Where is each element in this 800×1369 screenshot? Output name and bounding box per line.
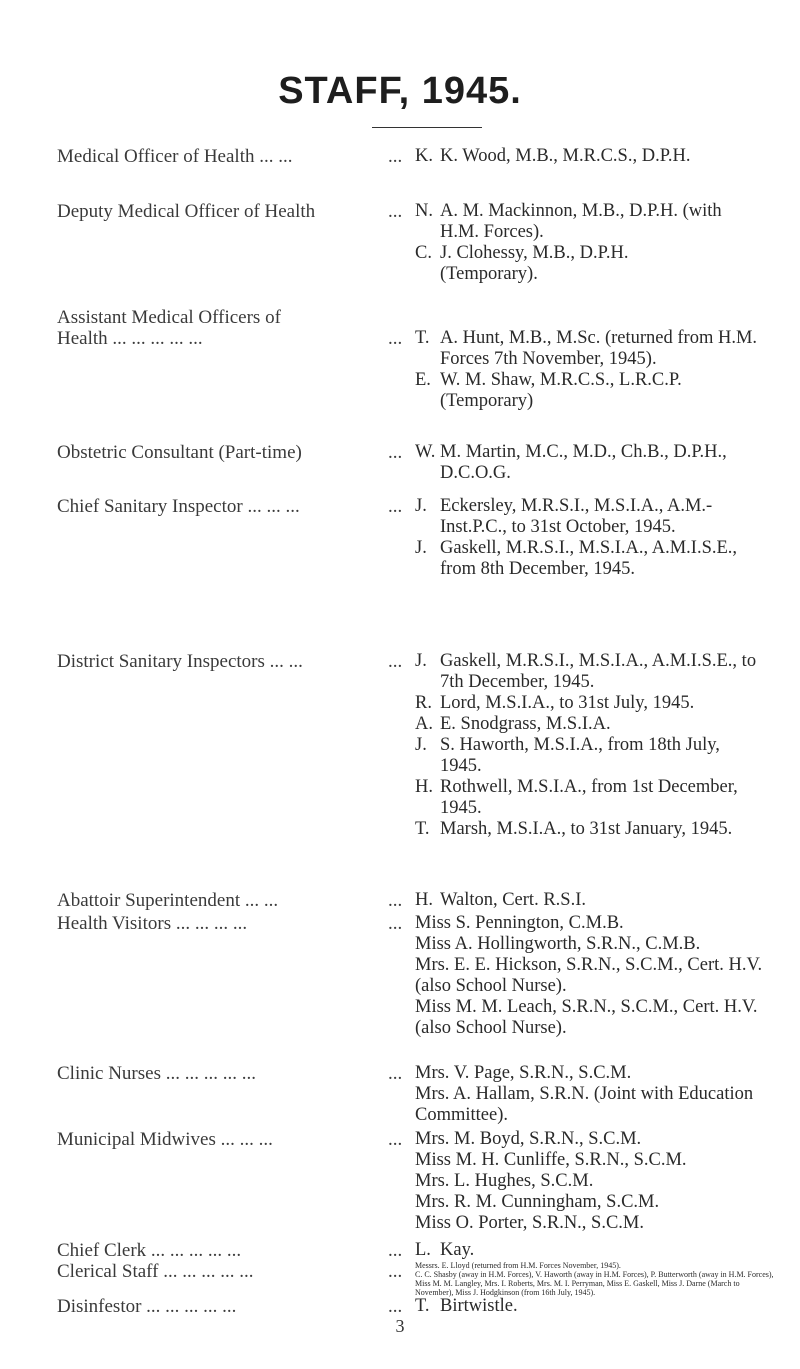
staff-names [415, 442, 765, 484]
staff-name [415, 777, 765, 819]
staff-name [415, 1063, 765, 1084]
staff-role: Deputy Medical Officer of Health [57, 201, 316, 222]
staff-name [415, 934, 765, 955]
staff-name-text: Rothwell, M.S.I.A., from 1st December, 1945. [440, 777, 738, 818]
staff-name-text: J. Clohessy, M.B., D.P.H. (Temporary). [440, 243, 629, 284]
staff-name [415, 1150, 765, 1171]
staff-initial: J. [415, 651, 427, 671]
staff-names [415, 1129, 765, 1234]
staff-name [415, 913, 765, 934]
staff-initial: W. [415, 442, 436, 462]
staff-name [415, 538, 765, 580]
staff-role: Medical Officer of Health ... ... [57, 146, 293, 167]
staff-name [415, 735, 765, 777]
staff-role: Obstetric Consultant (Part-time) [57, 442, 302, 463]
staff-names [415, 651, 765, 840]
staff-role: Assistant Medical Officers of Health ... ... ... ... ... [57, 307, 281, 349]
staff-name-text: Birtwistle. [440, 1296, 518, 1316]
staff-name [415, 997, 765, 1039]
staff-name [415, 1084, 765, 1126]
staff-name-text: A. Hunt, M.B., M.Sc. (returned from H.M. Forces 7th November, 1945). [440, 328, 758, 369]
staff-name [415, 146, 735, 167]
staff-name [415, 890, 765, 911]
staff-initial: T. [415, 1296, 430, 1316]
staff-name-text: Mrs. L. Hughes, S.C.M. [415, 1171, 594, 1191]
staff-name-text: Gaskell, M.R.S.I., M.S.I.A., A.M.I.S.E., from 8th December, 1945. [440, 538, 738, 579]
leader-dots: ... [388, 890, 403, 911]
staff-name-text: Mrs. M. Boyd, S.R.N., S.C.M. [415, 1129, 642, 1149]
staff-name [415, 1213, 765, 1234]
staff-name [415, 819, 765, 840]
staff-names [415, 496, 765, 580]
leader-dots: ... [388, 1063, 403, 1084]
staff-name-text: Mrs. A. Hallam, S.R.N. (Joint with Education Committee). [415, 1084, 754, 1125]
staff-initial: H. [415, 777, 433, 797]
staff-name-text: Mrs. E. E. Hickson, S.R.N., S.C.M., Cert. H.V. (also School Nurse). [415, 955, 763, 996]
title-rule [372, 127, 482, 128]
staff-role: Abattoir Superintendent ... ... [57, 890, 279, 911]
staff-name-text: M. Martin, M.C., M.D., Ch.B., D.P.H., D.C.O.G. [440, 442, 727, 483]
staff-role: Clerical Staff ... ... ... ... ... [57, 1261, 254, 1282]
staff-name-text: Miss M. H. Cunliffe, S.R.N., S.C.M. [415, 1150, 687, 1170]
leader-dots: ... [388, 442, 403, 463]
staff-initial: T. [415, 819, 430, 839]
staff-name-text: A. M. Mackinnon, M.B., D.P.H. (with H.M. Forces). [440, 201, 722, 242]
staff-name [415, 442, 750, 484]
staff-name-text: W. M. Shaw, M.R.C.S., L.R.C.P. (Temporary) [440, 370, 682, 411]
staff-name-text: S. Haworth, M.S.I.A., from 18th July, 1945. [440, 735, 720, 776]
staff-name [415, 1296, 765, 1317]
leader-dots: ... [388, 1129, 403, 1150]
staff-name-text: Gaskell, M.R.S.I., M.S.I.A., A.M.I.S.E., to 7th December, 1945. [440, 651, 757, 692]
staff-initial: C. [415, 243, 432, 263]
staff-name [415, 201, 760, 243]
page-title: STAFF, 1945. [278, 70, 522, 112]
leader-dots: ... [388, 146, 403, 167]
staff-name-text: E. Snodgrass, M.S.I.A. [440, 714, 611, 734]
staff-names [415, 1240, 765, 1261]
staff-names [415, 890, 765, 911]
staff-name [415, 328, 765, 370]
staff-initial: A. [415, 714, 433, 734]
staff-name [415, 243, 685, 285]
staff-role: Municipal Midwives ... ... ... [57, 1129, 273, 1150]
staff-initial: L. [415, 1240, 431, 1260]
staff-role: Health Visitors ... ... ... ... [57, 913, 248, 934]
staff-name-text: Mrs. V. Page, S.R.N., S.C.M. [415, 1063, 632, 1083]
staff-role: Clinic Nurses ... ... ... ... ... [57, 1063, 256, 1084]
staff-names [415, 1261, 775, 1297]
staff-names [415, 1063, 765, 1126]
staff-name-text: Miss O. Porter, S.R.N., S.C.M. [415, 1213, 645, 1233]
staff-name [415, 1171, 765, 1192]
staff-initial: E. [415, 370, 431, 390]
staff-name-text: Walton, Cert. R.S.I. [440, 890, 586, 910]
staff-name [415, 1261, 775, 1270]
staff-name [415, 955, 765, 997]
staff-name-text: Kay. [440, 1240, 475, 1260]
staff-name [415, 370, 775, 412]
staff-initial: J. [415, 496, 427, 516]
staff-name-text: Mrs. R. M. Cunningham, S.C.M. [415, 1192, 660, 1212]
staff-name [415, 1192, 765, 1213]
staff-name-text: Miss A. Hollingworth, S.R.N., C.M.B. [415, 934, 701, 954]
leader-dots: ... [388, 496, 403, 517]
staff-name-text: Messrs. E. Lloyd (returned from H.M. Forces November, 1945). [415, 1261, 621, 1270]
staff-name [415, 1270, 775, 1297]
staff-initial: J. [415, 735, 427, 755]
staff-name-text: Eckersley, M.R.S.I., M.S.I.A., A.M.-Inst.P.C., to 31st October, 1945. [440, 496, 713, 537]
staff-name-text: K. Wood, M.B., M.R.C.S., D.P.H. [440, 146, 691, 166]
staff-role: Disinfestor ... ... ... ... ... [57, 1296, 237, 1317]
staff-name-text: C. C. Shasby (away in H.M. Forces), V. Haworth (away in H.M. Forces), P. Butterworth (away in H.M. Forces), Miss M. M. Langley, Mrs. I. Roberts, Mrs. M. I. Perryman, Miss E. Gaskell, Miss J. Darne (March to November), Miss J. Hodgkinson (from 16th July, 1945). [415, 1270, 774, 1297]
staff-names [415, 146, 765, 167]
leader-dots: ... [388, 1240, 403, 1261]
leader-dots: ... [388, 328, 403, 349]
leader-dots: ... [388, 1261, 403, 1282]
staff-initial: T. [415, 328, 430, 348]
staff-name [415, 714, 765, 735]
staff-initial: J. [415, 538, 427, 558]
staff-role: Chief Sanitary Inspector ... ... ... [57, 496, 300, 517]
leader-dots: ... [388, 651, 403, 672]
page-number: 3 [395, 1316, 405, 1336]
leader-dots: ... [388, 913, 403, 934]
staff-initial: R. [415, 693, 432, 713]
staff-name [415, 693, 765, 714]
staff-initial: K. [415, 146, 433, 166]
staff-name-text: Miss S. Pennington, C.M.B. [415, 913, 624, 933]
staff-name-text: Marsh, M.S.I.A., to 31st January, 1945. [440, 819, 733, 839]
staff-names [415, 328, 765, 412]
staff-names [415, 913, 765, 1039]
leader-dots: ... [388, 201, 403, 222]
staff-role: Chief Clerk ... ... ... ... ... [57, 1240, 242, 1261]
staff-name-text: Lord, M.S.I.A., to 31st July, 1945. [440, 693, 695, 713]
staff-name [415, 1129, 765, 1150]
staff-names [415, 1296, 765, 1317]
staff-role: District Sanitary Inspectors ... ... [57, 651, 303, 672]
staff-initial: N. [415, 201, 433, 221]
staff-name [415, 651, 765, 693]
staff-name [415, 496, 765, 538]
staff-initial: H. [415, 890, 433, 910]
staff-name [415, 1240, 765, 1261]
leader-dots: ... [388, 1296, 403, 1317]
staff-name-text: Miss M. M. Leach, S.R.N., S.C.M., Cert. H.V. (also School Nurse). [415, 997, 758, 1038]
staff-names [415, 201, 765, 285]
